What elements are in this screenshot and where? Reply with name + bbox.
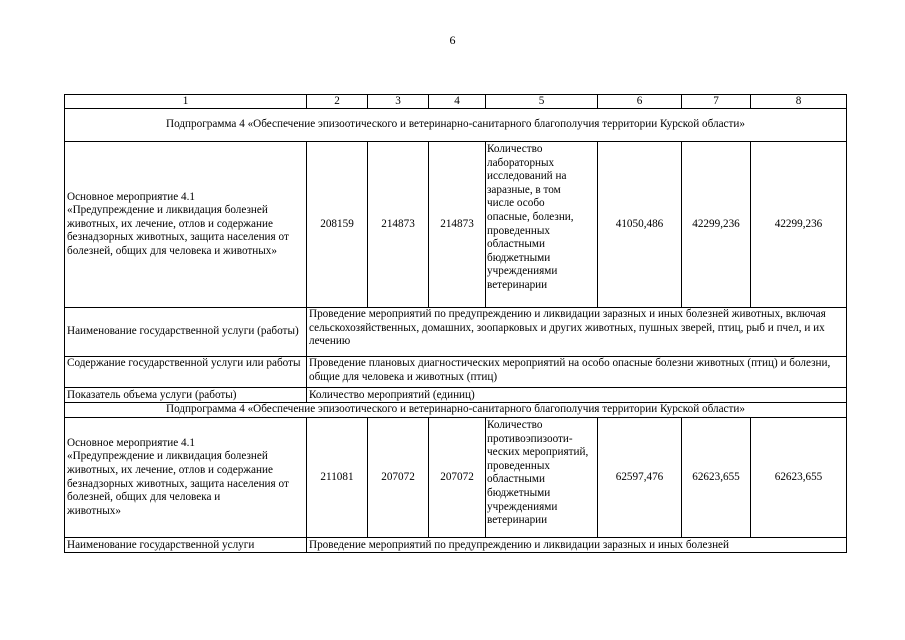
service-name-row <box>65 538 847 553</box>
value-col2: 211081 <box>307 418 368 538</box>
subprogram-title: Подпрограмма 4 «Обеспечение эпизоотического и ветеринарно-санитарного благополучия территории Курской области» <box>65 109 847 142</box>
value-col7: 62623,655 <box>682 418 751 538</box>
header-cell: 3 <box>368 95 429 109</box>
activity-cell: Основное мероприятие 4.1 «Предупреждение и ликвидация болезней животных, их лечение, отлов и содержание безнадзорных животных, защита населения от болезней, общих для человека и животных» <box>65 142 307 308</box>
service-content-value: Проведение плановых диагностических мероприятий на особо опасные болезни животных (птиц) и болезни, общие для человека и животных (птиц) <box>307 357 847 388</box>
subprogram-title: Подпрограмма 4 «Обеспечение эпизоотического и ветеринарно-санитарного благополучия территории Курской области» <box>65 403 847 418</box>
value-col8: 62623,655 <box>751 418 847 538</box>
indicator-cell: Количество лабораторных исследований на заразные, в том числе особо опасные, болезни, проведенных областными бюджетными учреждениями ветеринарии <box>486 142 598 308</box>
header-cell: 8 <box>751 95 847 109</box>
activity-row <box>65 142 847 308</box>
page-number: 6 <box>449 33 456 47</box>
service-name-value: Проведение мероприятий по предупреждению и ликвидации заразных и иных болезней <box>307 538 847 553</box>
subprogram-row <box>65 403 847 418</box>
header-cell: 1 <box>65 95 307 109</box>
header-cell: 7 <box>682 95 751 109</box>
service-name-row <box>65 308 847 357</box>
value-col4: 214873 <box>429 142 486 308</box>
value-col8: 42299,236 <box>751 142 847 308</box>
service-content-label: Содержание государственной услуги или работы <box>65 357 307 388</box>
value-col3: 214873 <box>368 142 429 308</box>
value-col4: 207072 <box>429 418 486 538</box>
volume-row <box>65 388 847 403</box>
header-cell: 5 <box>486 95 598 109</box>
value-col7: 42299,236 <box>682 142 751 308</box>
value-col3: 207072 <box>368 418 429 538</box>
header-row <box>65 95 847 109</box>
program-table <box>64 94 847 553</box>
header-cell: 2 <box>307 95 368 109</box>
volume-label: Показатель объема услуги (работы) <box>65 388 307 403</box>
service-name-label: Наименование государственной услуги <box>65 538 307 553</box>
value-col2: 208159 <box>307 142 368 308</box>
service-name-value: Проведение мероприятий по предупреждению и ликвидации заразных и иных болезней животных, включая сельскохозяйственных, домашних, зоопарковых и других животных, пушных зверей, птиц, рыб и пчел, и их лечению <box>307 308 847 357</box>
activity-cell: Основное мероприятие 4.1 «Предупреждение и ликвидация болезней животных, их лечение, отлов и содержание безнадзорных животных, защита населения от болезней, общих для человека и животных» <box>65 418 307 538</box>
service-name-label: Наименование государственной услуги (работы) <box>65 308 307 357</box>
value-col6: 62597,476 <box>598 418 682 538</box>
activity-row <box>65 418 847 538</box>
volume-value: Количество мероприятий (единиц) <box>307 388 847 403</box>
value-col6: 41050,486 <box>598 142 682 308</box>
indicator-cell: Количество противоэпизооти- ческих мероприятий, проведенных областными бюджетными учреждениями ветеринарии <box>486 418 598 538</box>
header-cell: 6 <box>598 95 682 109</box>
service-content-row <box>65 357 847 388</box>
header-cell: 4 <box>429 95 486 109</box>
subprogram-row <box>65 109 847 142</box>
